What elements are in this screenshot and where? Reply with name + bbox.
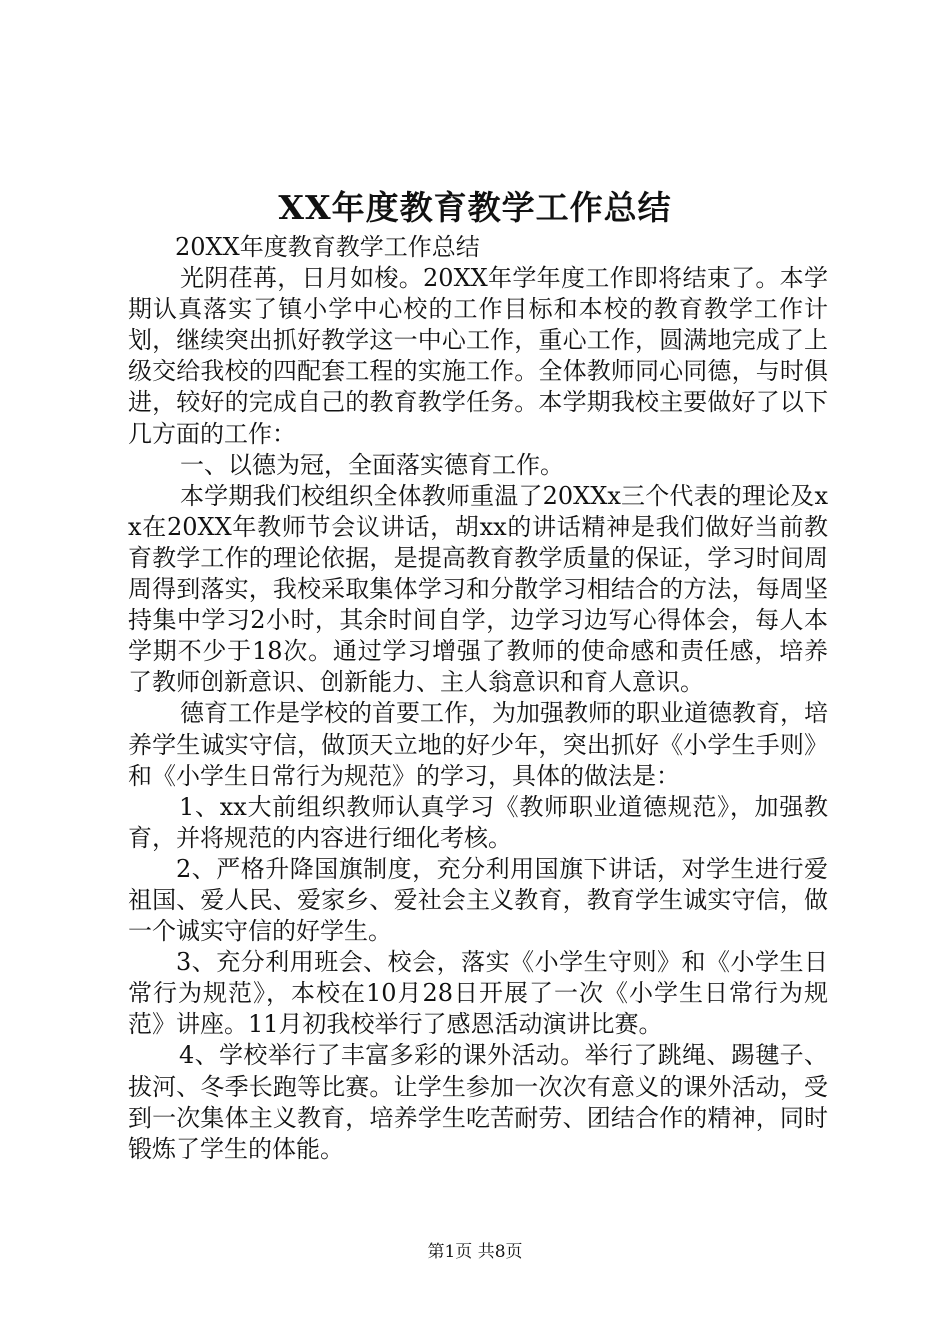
list-item-2: 2、严格升降国旗制度，充分利用国旗下讲话，对学生进行爱祖国、爱人民、爱家乡、爱社会主义教育，教育学生诚实守信，做一个诚实守信的好学生。 xyxy=(128,854,828,946)
list-item-3: 3、充分利用班会、校会，落实《小学生守则》和《小学生日常行为规范》，本校在10月28日开展了一次《小学生日常行为规范》讲座。11月初我校举行了感恩活动演讲比赛。 xyxy=(128,948,828,1039)
study-paragraph: 本学期我们校组织全体教师重温了20XXx三个代表的理论及xx在20XX年教师节会议讲话，胡xx的讲话精神是我们做好当前教育教学工作的理论依据，是提高教育教学质量的保证，学习时间周周得到落实，我校采取集体学习和分散学习相结合的方法，每周坚持集中学习2小时，其余时间自学，边学习边写心得体会，每人本学期不少于18次。通过学习增强了教师的使命感和责任感，培养了教师创新意识、创新能力、主人翁意识和育人意识。 xyxy=(128,481,828,697)
section-heading-paragraph: 一、以德为冠，全面落实德育工作。 xyxy=(180,450,564,479)
subtitle-paragraph: 20XX年度教育教学工作总结 xyxy=(175,233,480,261)
document-title: XX年度教育教学工作总结 xyxy=(278,188,672,227)
list-item-1: 1、xx大前组织教师认真学习《教师职业道德规范》，加强教育，并将规范的内容进行细化考核。 xyxy=(128,792,828,852)
page-number-footer: 第1页 共8页 xyxy=(427,1242,523,1262)
list-item-4: 4、学校举行了丰富多彩的课外活动。举行了跳绳、踢毽子、拔河、冬季长跑等比赛。让学生参加一次次有意义的课外活动，受到一次集体主义教育，培养学生吃苦耐劳、团结合作的精神，同时锻炼了学生的体能。 xyxy=(128,1041,828,1163)
document-body xyxy=(128,232,828,1165)
moral-education-paragraph: 德育工作是学校的首要工作，为加强教师的职业道德教育，培养学生诚实守信，做顶天立地的好少年，突出抓好《小学生手则》和《小学生日常行为规范》的学习，具体的做法是： xyxy=(128,699,828,790)
intro-paragraph: 光阴荏苒，日月如梭。20XX年学年度工作即将结束了。本学期认真落实了镇小学中心校的工作目标和本校的教育教学工作计划，继续突出抓好教学这一中心工作，重心工作，圆满地完成了上级交给我校的四配套工程的实施工作。全体教师同心同德，与时俱进，较好的完成自己的教育教学任务。本学期我校主要做好了以下几方面的工作： xyxy=(128,264,828,448)
